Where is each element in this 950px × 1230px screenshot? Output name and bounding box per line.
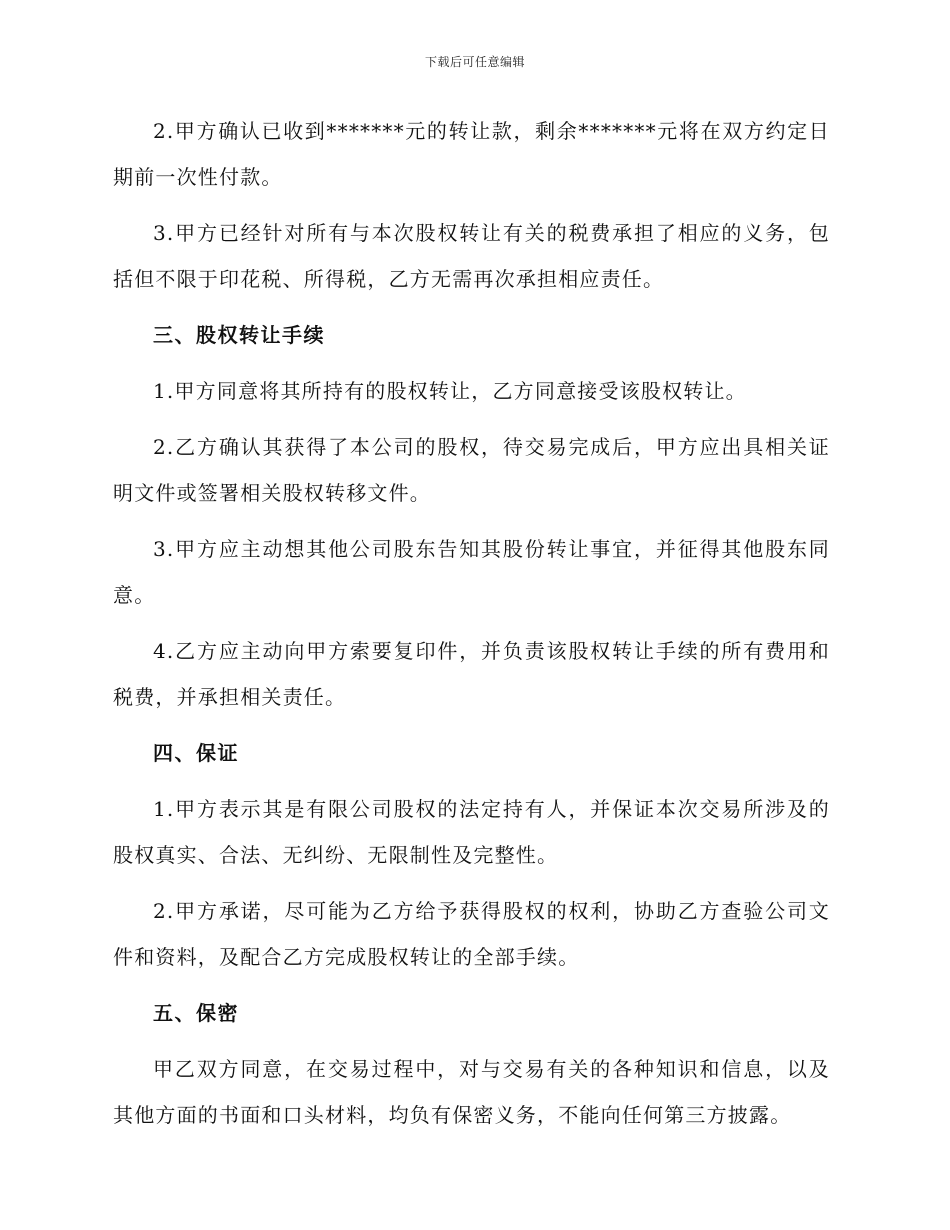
paragraph: 4.乙方应主动向甲方索要复印件，并负责该股权转让手续的所有费用和税费，并承担相关责任。 xyxy=(113,639,830,709)
section-confidentiality xyxy=(113,990,830,1138)
section-guarantee xyxy=(113,730,830,980)
paragraph: 3.甲方应主动想其他公司股东告知其股份转让事宜，并征得其他股东同意。 xyxy=(113,537,830,607)
paragraph: 1.甲方同意将其所持有的股权转让，乙方同意接受该股权转让。 xyxy=(153,379,747,403)
paragraph: 1.甲方表示其是有限公司股权的法定持有人，并保证本次交易所涉及的股权真实、合法、无纠纷、无限制性及完整性。 xyxy=(113,797,830,867)
section-transfer-procedures xyxy=(113,312,830,720)
section-heading: 四、保证 xyxy=(153,741,239,765)
paragraph: 2.甲方确认已收到*******元的转让款，剩余*******元将在双方约定日期前一次性付款。 xyxy=(113,119,830,189)
paragraph: 甲乙双方同意，在交易过程中，对与交易有关的各种知识和信息，以及其他方面的书面和口头材料，均负有保密义务，不能向任何第三方披露。 xyxy=(113,1057,830,1127)
page-header: 下载后可任意编辑 xyxy=(424,55,525,69)
section-heading: 五、保密 xyxy=(153,1001,239,1025)
paragraph: 2.乙方确认其获得了本公司的股权，待交易完成后，甲方应出具相关证明文件或签署相关股权转移文件。 xyxy=(113,435,830,505)
paragraph: 2.甲方承诺，尽可能为乙方给予获得股权的权利，协助乙方查验公司文件和资料，及配合乙方完成股权转让的全部手续。 xyxy=(113,899,830,969)
section-heading: 三、股权转让手续 xyxy=(153,323,325,347)
paragraph: 3.甲方已经针对所有与本次股权转让有关的税费承担了相应的义务，包括但不限于印花税、所得税，乙方无需再次承担相应责任。 xyxy=(113,221,830,291)
document-body xyxy=(113,108,830,1148)
